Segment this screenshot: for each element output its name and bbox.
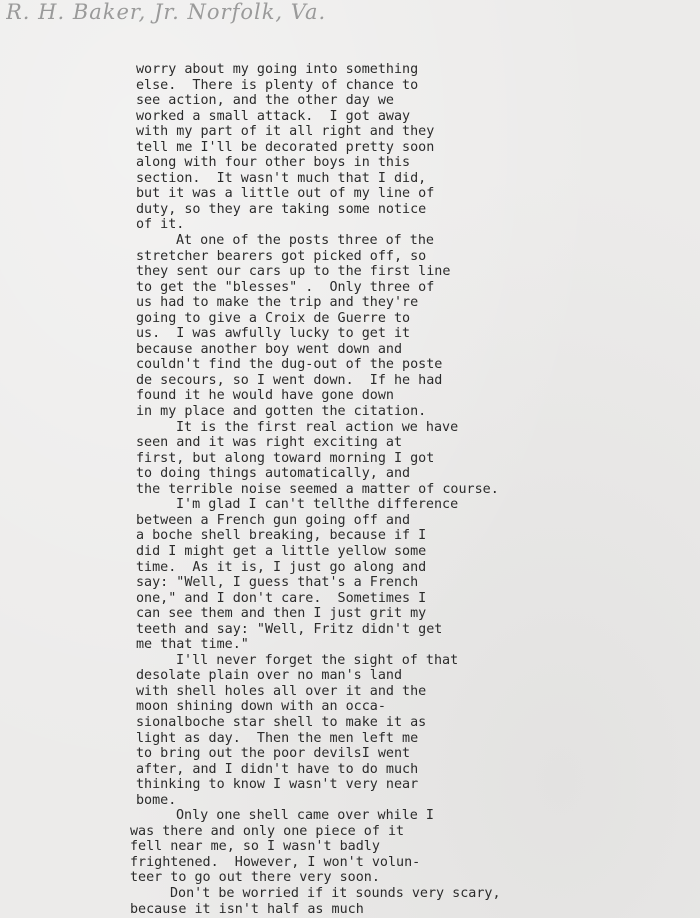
typed-line: couldn't find the dug-out of the poste	[136, 357, 443, 373]
typed-line: worked a small attack. I got away	[136, 108, 411, 124]
typed-line: It is the first real action we have	[176, 419, 459, 435]
handwritten-header-note: R. H. Baker, Jr. Norfolk, Va.	[6, 0, 326, 24]
typed-line: along with four other boys in this	[136, 155, 411, 171]
typed-line: me that time."	[136, 637, 249, 653]
typed-line: see action, and the other day we	[136, 93, 394, 109]
typed-line: can see them and then I just grit my	[136, 606, 427, 622]
typed-line: de secours, so I went down. If he had	[136, 372, 443, 388]
typed-line: of it.	[136, 217, 185, 233]
typed-line: going to give a Croix de Guerre to	[136, 310, 411, 326]
typed-line: duty, so they are taking some notice	[136, 201, 427, 217]
typed-line: in my place and gotten the citation.	[136, 404, 427, 420]
typed-line: moon shining down with an occa-	[136, 699, 386, 715]
typed-line: teeth and say: "Well, Fritz didn't get	[136, 621, 443, 637]
typed-line: bome.	[136, 792, 177, 808]
typed-line: did I might get a little yellow some	[136, 543, 427, 559]
typed-line: thinking to know I wasn't very near	[136, 777, 419, 793]
typed-line: one," and I don't care. Sometimes I	[136, 590, 427, 606]
typed-line: to bring out the poor devilsI went	[136, 746, 411, 762]
typed-line: but it was a little out of my line of	[136, 186, 435, 202]
typed-line: I'll never forget the sight of that	[176, 652, 459, 668]
typed-line: Don't be worried if it sounds very scary,	[170, 885, 501, 901]
typed-line: tell me I'll be decorated pretty soon	[136, 139, 435, 155]
typed-line: say: "Well, I guess that's a French	[136, 575, 419, 591]
typed-line: found it he would have gone down	[136, 388, 394, 404]
typed-line: time. As it is, I just go along and	[136, 559, 427, 575]
typed-line: to get the "blesses" . Only three of	[136, 279, 435, 295]
typed-line: between a French gun going off and	[136, 512, 411, 528]
typed-line: because another boy went down and	[136, 341, 403, 357]
typed-line: At one of the posts three of the	[176, 233, 434, 249]
typed-line: first, but along toward morning I got	[136, 450, 435, 466]
typed-line: I'm glad I can't tellthe difference	[176, 497, 459, 513]
typed-line: us had to make the trip and they're	[136, 295, 419, 311]
typed-line: desolate plain over no man's land	[136, 668, 403, 684]
typed-line: to doing things automatically, and	[136, 466, 411, 482]
typed-line: stretcher bearers got picked off, so	[136, 248, 427, 264]
typed-line: with shell holes all over it and the	[136, 683, 427, 699]
typed-letter-body	[0, 62, 700, 917]
typed-line: worry about my going into something	[136, 62, 419, 77]
typed-line: seen and it was right exciting at	[136, 435, 403, 451]
typed-line: light as day. Then the men left me	[136, 730, 419, 746]
typed-line: teer to go out there very soon.	[130, 870, 380, 886]
typed-line: the terrible noise seemed a matter of course.	[136, 481, 499, 497]
typed-line: else. There is plenty of chance to	[136, 77, 419, 93]
typed-line: section. It wasn't much that I did,	[136, 170, 427, 186]
typed-line: frightened. However, I won't volun-	[130, 854, 421, 870]
typed-line: a boche shell breaking, because if I	[136, 528, 427, 544]
typed-line: because it isn't half as much	[130, 901, 364, 917]
typed-line: with my part of it all right and they	[136, 124, 435, 140]
typed-line: sionalboche star shell to make it as	[136, 714, 427, 730]
typed-line: Only one shell came over while I	[176, 808, 434, 824]
typed-line: us. I was awfully lucky to get it	[136, 326, 411, 342]
typed-line: after, and I didn't have to do much	[136, 761, 419, 777]
typed-line: they sent our cars up to the first line	[136, 264, 451, 280]
typed-line: was there and only one piece of it	[130, 823, 405, 839]
typed-line: fell near me, so I wasn't badly	[130, 839, 380, 855]
